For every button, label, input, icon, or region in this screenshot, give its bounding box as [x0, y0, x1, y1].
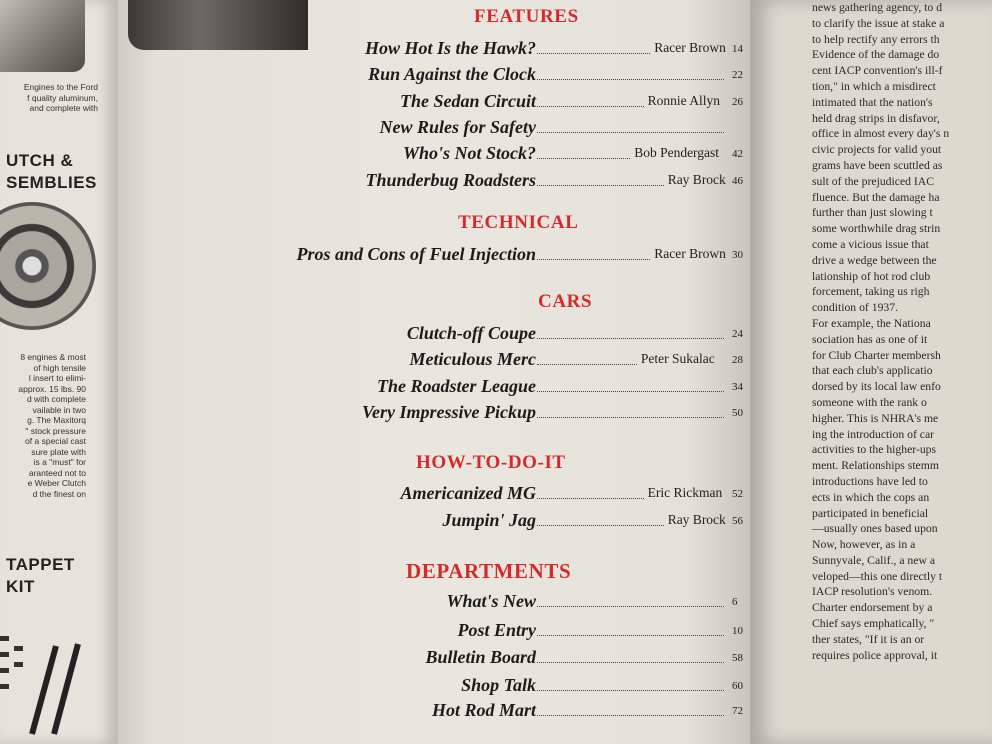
toc-entry[interactable] — [118, 143, 750, 167]
toc-entry[interactable] — [118, 483, 750, 507]
entry-title: Meticulous Merc — [409, 349, 536, 369]
dot-leader — [537, 417, 724, 418]
text-line: fluence. But the damage ha — [812, 190, 940, 204]
clutch-photo — [0, 202, 96, 330]
entry-title: Americanized MG — [400, 483, 536, 503]
toc-entry[interactable] — [118, 323, 750, 347]
spec-text-top — [0, 82, 98, 114]
entry-title: How Hot Is the Hawk? — [364, 38, 536, 58]
clutch-heading — [6, 150, 97, 194]
toc-entry[interactable] — [118, 700, 750, 724]
toc-entry[interactable] — [118, 620, 750, 644]
text-line: dorsed by its local law enfo — [812, 380, 941, 394]
spec-line: of high tensile — [33, 362, 86, 373]
text-line: further than just slowing t — [812, 206, 933, 220]
entry-page-number: 28 — [732, 354, 743, 366]
spec-line: g. The Maxitorq — [27, 415, 86, 425]
toc-entry[interactable] — [118, 349, 750, 373]
toc-entry[interactable] — [118, 38, 750, 62]
entry-page-number: 50 — [732, 407, 743, 419]
entry-title: Jumpin' Jag — [442, 510, 536, 530]
dot-leader — [537, 79, 724, 80]
entry-title: Run Against the Clock — [368, 64, 536, 84]
contents-page — [118, 0, 750, 744]
spec-line: and complete with — [29, 103, 98, 113]
text-line: participated in beneficial — [812, 506, 929, 520]
tappet-heading — [6, 554, 75, 598]
text-line: condition of 1937. — [812, 301, 899, 315]
entry-page-number: 22 — [732, 69, 743, 81]
text-line: office in almost every day's n — [812, 127, 950, 141]
dot-leader — [537, 525, 664, 526]
text-line: held drag strips in disfavor, — [812, 111, 940, 125]
spec-line: e Weber Clutch — [27, 478, 86, 488]
entry-author: Ray Brock — [667, 172, 726, 187]
entry-page-number: 24 — [732, 328, 743, 340]
text-line: introductions have led to — [812, 474, 928, 488]
text-line: ing the introduction of car — [812, 427, 935, 441]
section-heading-features: FEATURES — [474, 6, 579, 27]
entry-author: Ronnie Allyn — [647, 93, 720, 108]
entry-title: Thunderbug Roadsters — [365, 170, 536, 190]
text-line: that each club's applicatio — [812, 364, 933, 378]
text-line: someone with the rank o — [812, 395, 927, 409]
toc-entry[interactable] — [118, 376, 750, 400]
entry-page-number: 42 — [732, 148, 743, 160]
dot-leader — [537, 185, 664, 186]
text-line: Chief says emphatically, " — [812, 617, 935, 631]
text-line: to help rectify any errors th — [812, 32, 940, 46]
spec-text-mid — [0, 352, 86, 499]
toc-entry[interactable] — [118, 402, 750, 426]
entry-author: Bob Pendergast — [634, 145, 720, 160]
dot-leader — [537, 635, 724, 636]
text-line: lationship of hot rod club — [812, 269, 931, 283]
spec-line: 8 engines & most — [20, 352, 86, 362]
toc-entry[interactable] — [118, 647, 750, 671]
text-line: drive a wedge between the — [812, 253, 937, 267]
text-line: —usually ones based upon — [812, 522, 938, 536]
spec-line: sure plate with — [31, 446, 86, 457]
entry-title: The Sedan Circuit — [399, 91, 536, 111]
toc-entry[interactable] — [118, 91, 750, 115]
text-line: tion," in which a misdirect — [812, 79, 936, 93]
entry-title: Who's Not Stock? — [402, 143, 536, 163]
entry-page-number: 56 — [732, 515, 743, 527]
text-line: news gathering agency, to d — [812, 1, 943, 14]
dot-leader — [537, 132, 724, 133]
entry-page-number: 60 — [732, 680, 743, 692]
entry-title: Bulletin Board — [425, 647, 536, 667]
entry-author: Racer Brown — [654, 40, 726, 55]
entry-author: Eric Rickman — [647, 485, 723, 500]
entry-title: The Roadster League — [377, 376, 536, 396]
text-line: ther states, "If it is an or — [812, 632, 925, 646]
entry-title: New Rules for Safety — [379, 117, 536, 137]
toc-entry[interactable] — [118, 244, 750, 268]
toc-entry[interactable] — [118, 591, 750, 615]
dot-leader — [537, 259, 650, 260]
entry-page-number: 26 — [732, 96, 743, 108]
editorial-text-column — [812, 0, 992, 663]
heading-line: KIT — [6, 577, 35, 596]
text-line: civic projects for valid yout — [812, 143, 942, 157]
entry-author: Racer Brown — [654, 246, 726, 261]
text-line: come a vicious issue that — [812, 237, 929, 251]
section-heading-departments: DEPARTMENTS — [406, 559, 572, 583]
spec-line: l insert to elimi- — [28, 373, 86, 383]
section-heading-cars: CARS — [538, 291, 593, 312]
text-line: veloped—this one directly t — [812, 569, 943, 583]
entry-page-number: 52 — [732, 488, 743, 500]
dot-leader — [537, 158, 630, 159]
toc-entry[interactable] — [118, 170, 750, 194]
text-line: Evidence of the damage do — [812, 48, 940, 62]
section-heading-technical: TECHNICAL — [458, 212, 579, 233]
spec-line: aranteed not to — [28, 467, 86, 478]
text-line: For example, the Nationa — [812, 316, 931, 330]
spec-line: d the finest on — [32, 488, 86, 499]
entry-title: Post Entry — [457, 620, 536, 640]
spec-line: " stock pressure — [25, 425, 86, 436]
entry-page-number: 14 — [732, 43, 743, 55]
text-line: forcement, taking us righ — [812, 285, 930, 299]
entry-title: Pros and Cons of Fuel Injection — [296, 244, 536, 264]
text-line: some worthwhile drag strin — [812, 222, 941, 236]
entry-page-number: 58 — [732, 652, 743, 664]
spec-line: approx. 15 lbs. 90 — [18, 383, 86, 394]
engine-photo — [0, 0, 85, 72]
toc-entry[interactable] — [118, 64, 750, 88]
dot-leader — [537, 53, 650, 54]
text-line: grams have been scuttled as — [812, 158, 943, 172]
entry-page-number: 46 — [732, 175, 743, 187]
dot-leader — [537, 662, 724, 663]
dot-leader — [537, 391, 724, 392]
toc-entry[interactable] — [118, 117, 750, 141]
tappet-tools-photo — [0, 606, 86, 744]
toc-entry[interactable] — [118, 675, 750, 699]
entry-title: Hot Rod Mart — [431, 700, 536, 720]
entry-page-number: 10 — [732, 625, 743, 637]
left-page — [0, 0, 118, 744]
dot-leader — [537, 690, 724, 691]
text-line: Charter endorsement by a — [812, 601, 933, 615]
text-line: higher. This is NHRA's me — [812, 411, 939, 425]
entry-page-number: 6 — [732, 596, 738, 608]
spec-line: of a special cast — [25, 436, 86, 446]
entry-page-number: 72 — [732, 705, 743, 717]
text-line: Now, however, as in a — [812, 538, 916, 552]
text-line: ects in which the cops an — [812, 490, 930, 504]
heading-line: UTCH & — [6, 151, 74, 170]
entry-author: Peter Sukalac — [640, 351, 715, 366]
dot-leader — [537, 606, 724, 607]
spec-line: vailable in two — [32, 404, 86, 415]
heading-line: TAPPET — [6, 555, 75, 574]
entry-title: Shop Talk — [461, 675, 536, 695]
toc-entry[interactable] — [118, 510, 750, 534]
text-line: sult of the prejudiced IAC — [812, 174, 935, 188]
right-page — [750, 0, 992, 744]
spec-line: Engines to the Ford — [23, 82, 98, 92]
text-line: Sunnyvale, Calif., a new a — [812, 553, 936, 567]
text-line: activities to the higher-ups — [812, 443, 937, 457]
text-line: IACP resolution's venom. — [812, 585, 933, 599]
text-line: cent IACP convention's ill-f — [812, 64, 943, 78]
text-line: intimated that the nation's — [812, 95, 933, 109]
spec-line: d with complete — [26, 394, 86, 404]
dot-leader — [537, 338, 724, 339]
heading-line: SEMBLIES — [6, 173, 97, 192]
text-line: sociation has as one of it — [812, 332, 928, 346]
text-line: for Club Charter membersh — [812, 348, 941, 362]
entry-page-number: 34 — [732, 381, 743, 393]
entry-title: Very Impressive Pickup — [362, 402, 536, 422]
text-line: to clarify the issue at stake a — [812, 16, 945, 30]
spec-line: is a "must" for — [33, 457, 86, 467]
entry-title: What's New — [446, 591, 536, 611]
text-line: requires police approval, it — [812, 648, 938, 662]
section-heading-how-to: HOW-TO-DO-IT — [416, 452, 566, 473]
spec-line: f quality aluminum, — [27, 92, 98, 103]
dot-leader — [537, 106, 644, 107]
entry-author: Ray Brock — [667, 512, 726, 527]
dot-leader — [537, 498, 644, 499]
entry-page-number: 30 — [732, 249, 743, 261]
dot-leader — [537, 364, 637, 365]
entry-title: Clutch-off Coupe — [406, 323, 536, 343]
text-line: ment. Relationships stemm — [812, 459, 939, 473]
dot-leader — [537, 715, 724, 716]
